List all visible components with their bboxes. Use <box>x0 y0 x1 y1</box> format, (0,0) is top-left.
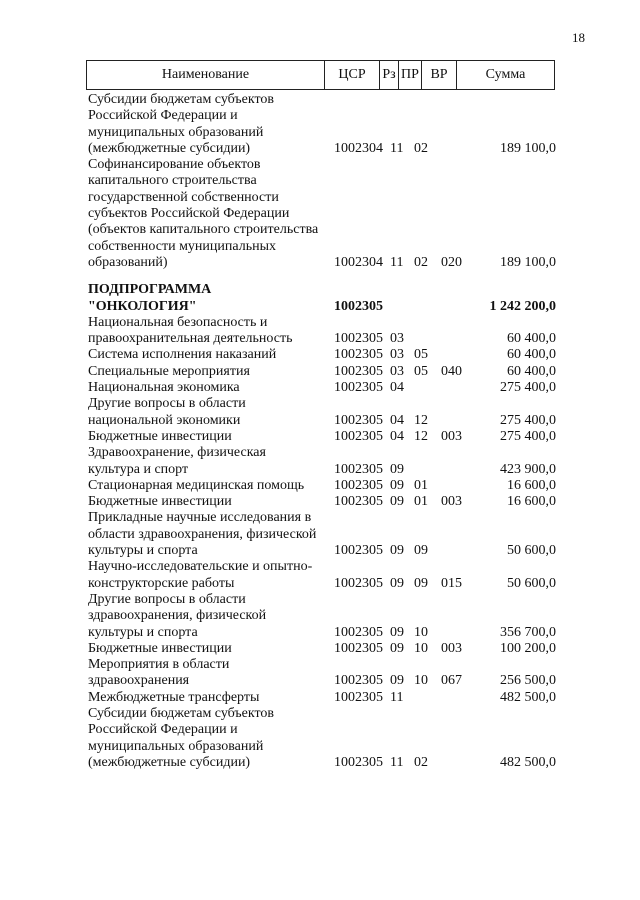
row-csr: 1002305 <box>334 689 383 705</box>
row-rz: 09 <box>390 673 404 689</box>
row-name-line: Прикладные научные исследования в <box>88 510 312 526</box>
row-sum: 423 900,0 <box>500 461 556 477</box>
row-sum: 275 400,0 <box>500 380 556 396</box>
row-name-line: Бюджетные инвестиции <box>88 640 232 656</box>
row-name <box>88 641 326 657</box>
row-pr: 09 <box>414 543 428 559</box>
row-name-line: области здравоохранения, физической <box>88 526 317 542</box>
row-name <box>88 478 326 494</box>
row-name-line: Национальная экономика <box>88 380 240 396</box>
row-rz: 09 <box>390 477 404 493</box>
table-row <box>88 347 558 363</box>
row-name-line: здравоохранения, физической <box>88 608 267 624</box>
row-name <box>88 364 326 380</box>
row-name-line: Субсидии бюджетам субъектов <box>88 92 275 107</box>
table-row <box>88 641 558 657</box>
row-sum: 50 600,0 <box>507 543 556 559</box>
row-csr: 1002305 <box>334 575 383 591</box>
table-row <box>88 657 558 690</box>
column-header-vr: ВР <box>421 61 456 89</box>
row-csr: 1002304 <box>334 140 383 156</box>
row-name-line: (объектов капитального строительства <box>88 222 319 238</box>
row-vr: 003 <box>441 640 462 656</box>
subprogram-row <box>88 282 558 315</box>
row-name-line: (межбюджетные субсидии) <box>88 754 251 770</box>
row-name-line: Субсидии бюджетам субъектов <box>88 705 275 721</box>
column-header-sum: Сумма <box>456 61 554 89</box>
row-pr: 12 <box>414 428 428 444</box>
row-rz: 09 <box>390 494 404 510</box>
row-name <box>88 347 326 363</box>
table-row <box>88 494 558 510</box>
row-pr: 02 <box>414 140 428 156</box>
row-name-line: образований) <box>88 254 168 270</box>
row-name <box>88 445 326 478</box>
row-name <box>88 282 326 315</box>
row-name-line: муниципальных образований <box>88 738 264 754</box>
row-name-line: конструкторские работы <box>88 575 235 591</box>
row-name-line: субъектов Российской Федерации <box>88 206 290 222</box>
row-name <box>88 510 326 559</box>
row-csr: 1002305 <box>334 754 383 770</box>
row-name-line: "ОНКОЛОГИЯ" <box>88 298 197 314</box>
table-row <box>88 157 558 271</box>
row-name <box>88 559 326 592</box>
row-name <box>88 315 326 348</box>
row-name-line: Научно-исследовательские и опытно- <box>88 559 313 575</box>
row-sum: 482 500,0 <box>500 754 556 770</box>
row-sum: 482 500,0 <box>500 689 556 705</box>
row-name-line: правоохранительная деятельность <box>88 331 293 347</box>
row-name-line: ПОДПРОГРАММА <box>88 282 212 298</box>
row-sum: 16 600,0 <box>507 477 556 493</box>
row-sum: 275 400,0 <box>500 428 556 444</box>
row-csr: 1002305 <box>334 412 383 428</box>
row-name <box>88 592 326 641</box>
row-vr: 003 <box>441 494 462 510</box>
row-name-line: культуры и спорта <box>88 543 198 559</box>
table-row <box>88 396 558 429</box>
row-pr: 10 <box>414 624 428 640</box>
row-name-line: (межбюджетные субсидии) <box>88 140 251 156</box>
row-csr: 1002305 <box>334 640 383 656</box>
row-rz: 03 <box>390 331 404 347</box>
table-row <box>88 559 558 592</box>
column-header-name: Наименование <box>161 67 250 82</box>
row-rz: 03 <box>390 363 404 379</box>
row-csr: 1002305 <box>334 380 383 396</box>
row-name <box>88 706 326 771</box>
row-sum: 275 400,0 <box>500 412 556 428</box>
row-name-line: Здравоохранение, физическая <box>88 445 266 461</box>
row-sum: 60 400,0 <box>507 347 556 363</box>
row-name-line: Национальная безопасность и <box>88 314 268 330</box>
row-csr: 1002305 <box>334 428 383 444</box>
row-name-line: Специальные мероприятия <box>88 363 250 379</box>
row-name-line: собственности муниципальных <box>88 238 276 254</box>
table-header <box>86 60 555 90</box>
row-name-line: культура и спорт <box>88 461 189 477</box>
row-rz: 11 <box>390 254 404 270</box>
row-csr: 1002305 <box>334 298 383 314</box>
row-csr: 1002304 <box>334 254 383 270</box>
row-pr: 02 <box>414 254 428 270</box>
row-pr: 05 <box>414 347 428 363</box>
row-name-line: капитального строительства <box>88 173 257 189</box>
row-sum: 189 100,0 <box>500 140 556 156</box>
table-row <box>88 380 558 396</box>
column-header-csr: ЦСР <box>324 61 379 89</box>
row-csr: 1002305 <box>334 347 383 363</box>
table-row <box>88 315 558 348</box>
row-pr: 01 <box>414 477 428 493</box>
row-rz: 03 <box>390 347 404 363</box>
row-name-line: Другие вопросы в области <box>88 396 246 412</box>
row-sum: 1 242 200,0 <box>489 298 556 314</box>
column-header-pr: ПР <box>398 61 421 89</box>
row-pr: 09 <box>414 575 428 591</box>
row-pr: 05 <box>414 363 428 379</box>
page-number: 18 <box>572 30 585 45</box>
row-rz: 09 <box>390 640 404 656</box>
row-name-line: Стационарная медицинская помощь <box>88 477 305 493</box>
table-row <box>88 92 558 157</box>
row-rz: 04 <box>390 380 404 396</box>
row-pr: 02 <box>414 754 428 770</box>
column-header-rz: Рз <box>379 61 398 89</box>
row-csr: 1002305 <box>334 624 383 640</box>
row-csr: 1002305 <box>334 477 383 493</box>
row-rz: 09 <box>390 624 404 640</box>
row-name <box>88 380 326 396</box>
row-pr: 01 <box>414 494 428 510</box>
row-rz: 04 <box>390 412 404 428</box>
row-rz: 11 <box>390 140 404 156</box>
row-name-line: Межбюджетные трансферты <box>88 689 260 705</box>
row-csr: 1002305 <box>334 363 383 379</box>
row-csr: 1002305 <box>334 673 383 689</box>
table-row <box>88 429 558 445</box>
row-name-line: Бюджетные инвестиции <box>88 428 232 444</box>
row-vr: 040 <box>441 363 462 379</box>
row-name-line: муниципальных образований <box>88 124 264 140</box>
row-sum: 16 600,0 <box>507 494 556 510</box>
row-name <box>88 657 326 690</box>
row-name <box>88 494 326 510</box>
table-row <box>88 445 558 478</box>
row-rz: 11 <box>390 754 404 770</box>
row-name-line: Система исполнения наказаний <box>88 347 277 363</box>
row-pr: 10 <box>414 640 428 656</box>
row-sum: 50 600,0 <box>507 575 556 591</box>
row-name-line: национальной экономики <box>88 412 241 428</box>
table-row <box>88 690 558 706</box>
table-row <box>88 592 558 641</box>
row-sum: 356 700,0 <box>500 624 556 640</box>
row-name-line: Другие вопросы в области <box>88 591 246 607</box>
row-name <box>88 157 326 271</box>
budget-table-body <box>88 92 558 771</box>
row-name <box>88 690 326 706</box>
row-name-line: Российской Федерации и <box>88 108 238 124</box>
table-row <box>88 478 558 494</box>
row-name-line: Российской Федерации и <box>88 722 238 738</box>
row-name-line: Мероприятия в области <box>88 657 230 673</box>
row-sum: 189 100,0 <box>500 254 556 270</box>
row-csr: 1002305 <box>334 543 383 559</box>
row-rz: 09 <box>390 461 404 477</box>
row-pr: 10 <box>414 673 428 689</box>
row-sum: 256 500,0 <box>500 673 556 689</box>
row-name-line: Бюджетные инвестиции <box>88 494 232 510</box>
row-name-line: культуры и спорта <box>88 624 198 640</box>
row-rz: 09 <box>390 575 404 591</box>
row-rz: 04 <box>390 428 404 444</box>
row-sum: 60 400,0 <box>507 363 556 379</box>
row-csr: 1002305 <box>334 461 383 477</box>
row-rz: 11 <box>390 689 404 705</box>
table-row <box>88 364 558 380</box>
row-vr: 003 <box>441 428 462 444</box>
row-rz: 09 <box>390 543 404 559</box>
row-sum: 100 200,0 <box>500 640 556 656</box>
row-csr: 1002305 <box>334 331 383 347</box>
row-pr: 12 <box>414 412 428 428</box>
table-row <box>88 510 558 559</box>
row-name <box>88 396 326 429</box>
row-name-line: Софинансирование объектов <box>88 157 261 173</box>
table-row <box>88 706 558 771</box>
row-name <box>88 92 326 157</box>
row-name <box>88 429 326 445</box>
row-vr: 020 <box>441 254 462 270</box>
row-csr: 1002305 <box>334 494 383 510</box>
row-vr: 067 <box>441 673 462 689</box>
row-sum: 60 400,0 <box>507 331 556 347</box>
row-name-line: государственной собственности <box>88 189 279 205</box>
row-name-line: здравоохранения <box>88 673 190 689</box>
row-vr: 015 <box>441 575 462 591</box>
